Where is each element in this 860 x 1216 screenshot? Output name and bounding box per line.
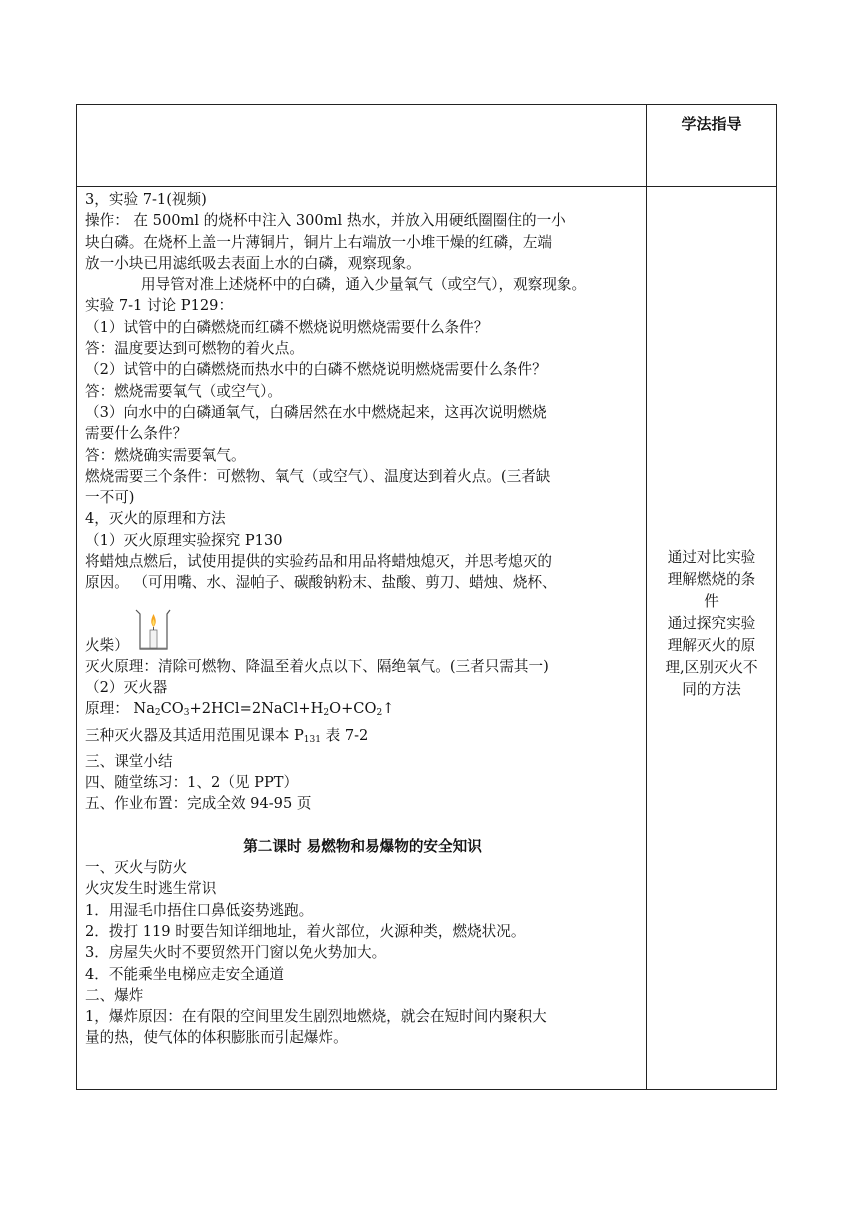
formula-subscript: 2 — [323, 708, 330, 719]
text-line: 灭火原理：清除可燃物、降温至着火点以下、隔绝氧气。(三者只需其一) — [85, 657, 549, 675]
formula-part: CO — [160, 700, 184, 718]
text-line: 用导管对准上述烧杯中的白磷，通入少量氧气（或空气），观察现象。 — [141, 276, 587, 294]
text-line: 答：燃烧需要氧气（或空气）。 — [85, 382, 283, 400]
text-line: 实验 7-1 讨论 P129： — [85, 297, 234, 315]
formula-subscript: 3 — [183, 708, 190, 719]
text-line: 一、灭火与防火 — [85, 859, 188, 877]
side-note-line: 通过对比实验 — [667, 549, 756, 566]
text-line: （2）试管中的白磷燃烧而热水中的白磷不燃烧说明燃烧需要什么条件？ — [85, 361, 547, 379]
text-line: 1．用湿毛巾捂住口鼻低姿势逃跑。 — [85, 901, 314, 919]
formula-subscript: 2 — [154, 708, 161, 719]
text-line: 3．房屋失火时不要贸然开门窗以免火势加大。 — [85, 944, 387, 962]
text-line: 燃烧需要三个条件：可燃物、氧气（或空气）、温度达到着火点。(三者缺 — [85, 467, 551, 485]
text-line: （1）灭火原理实验探究 P130 — [85, 531, 283, 549]
text-line: 火柴） — [85, 636, 129, 654]
section-title: 第二课时 易燃物和易爆物的安全知识 — [243, 837, 482, 855]
side-note-line: 件 — [704, 593, 719, 610]
formula-part: +2HCl=2NaCl+H — [189, 700, 324, 718]
text-line: 五、作业布置：完成全效 94-95 页 — [85, 795, 312, 813]
side-note-line: 同的方法 — [682, 681, 741, 698]
text-line: 2．拨打 119 时要告知详细地址，着火部位，火源种类，燃烧状况。 — [85, 922, 526, 940]
text-line: 一不可) — [85, 489, 135, 507]
lesson-table — [76, 104, 777, 1090]
text-line: 火灾发生时逃生常识 — [85, 880, 217, 898]
text-line: 4．不能乘坐电梯应走安全通道 — [85, 965, 285, 983]
text-line: 三、课堂小结 — [85, 752, 173, 770]
text-line: 答：燃烧确实需要氧气。 — [85, 446, 246, 464]
text-line: 需要什么条件？ — [85, 425, 188, 443]
text-line: （1）试管中的白磷燃烧而红磷不燃烧说明燃烧需要什么条件？ — [85, 318, 489, 336]
text-line: 4，灭火的原理和方法 — [85, 510, 226, 528]
side-note-line: 理解灭火的原 — [667, 637, 756, 654]
text-line: 答：温度要达到可燃物的着火点。 — [85, 340, 304, 358]
text-line: 原因。 （可用嘴、水、湿帕子、碳酸钠粉末、盐酸、剪刀、蜡烛、烧杯、 — [85, 574, 557, 592]
formula-subscript: 2 — [376, 708, 383, 719]
side-column-title: 学法指导 — [647, 105, 777, 187]
text-line: 操作： 在 500ml 的烧杯中注入 300ml 热水，并放入用硬纸圈圈住的一小 — [85, 212, 566, 230]
text-line: 将蜡烛点燃后，试使用提供的实验药品和用品将蜡烛熄灭，并思考熄灭的 — [85, 553, 553, 571]
text-line: （2）灭火器 — [85, 678, 168, 696]
main-content-cell — [77, 187, 647, 1090]
side-note-line: 理,区别灭火不 — [665, 659, 758, 676]
formula-line — [85, 698, 640, 724]
text-line: 二、爆炸 — [85, 986, 144, 1004]
text-line — [85, 725, 640, 751]
side-notes-cell — [647, 187, 777, 1090]
text-part: 三种灭火器及其适用范围见课本 P — [85, 726, 304, 744]
side-note-line: 通过探究实验 — [667, 615, 756, 632]
side-note-line: 理解燃烧的条 — [667, 571, 756, 588]
text-line: 量的热，使气体的体积膨胀而引起爆炸。 — [85, 1029, 348, 1047]
page-subscript: 131 — [303, 734, 321, 745]
content-row — [77, 187, 777, 1090]
candle-line — [85, 594, 640, 656]
formula-part: 原理： Na — [85, 700, 155, 718]
formula-part: O+CO — [329, 700, 377, 718]
blank-line — [85, 815, 640, 836]
beaker-candle-icon — [133, 608, 173, 652]
text-part: 表 7-2 — [320, 726, 369, 744]
header-main-cell — [77, 105, 647, 187]
text-line: 1，爆炸原因：在有限的空间里发生剧烈地燃烧，就会在短时间内聚积大 — [85, 1008, 547, 1026]
text-line: 3，实验 7-1(视频) — [85, 191, 207, 208]
header-row — [77, 105, 777, 187]
text-line: 块白磷。在烧杯上盖一片薄铜片，铜片上右端放一小堆干燥的红磷，左端 — [85, 233, 553, 251]
gas-arrow: ↑ — [382, 700, 395, 718]
text-line: 放一小块已用滤纸吸去表面上水的白磷，观察现象。 — [85, 254, 421, 272]
text-line: 四、随堂练习：1、2（见 PPT） — [85, 774, 299, 792]
text-line: （3）向水中的白磷通氧气，白磷居然在水中燃烧起来，这再次说明燃烧 — [85, 403, 547, 421]
